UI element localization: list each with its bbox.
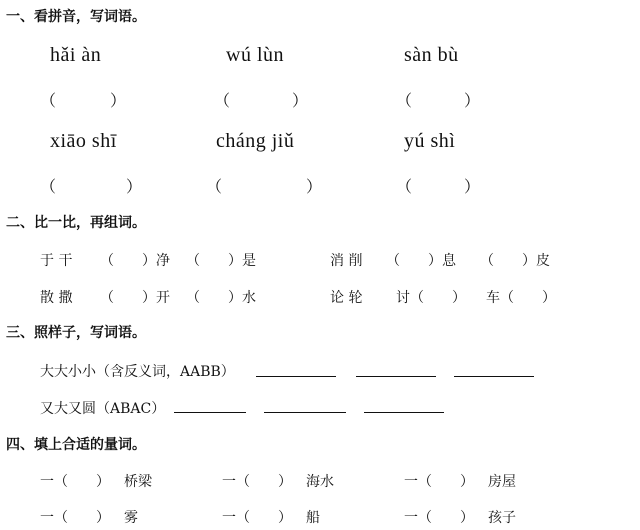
answer-line bbox=[174, 412, 246, 413]
pinyin-xiao-shi: xiāo shī bbox=[50, 130, 117, 152]
answer-paren-open: （ bbox=[40, 177, 57, 196]
measure-word-noun: 桥梁 bbox=[124, 474, 152, 490]
section-3-title: 三、照样子，写词语。 bbox=[6, 325, 146, 341]
answer-paren-open: （ bbox=[206, 177, 223, 196]
answer-paren-close: ） bbox=[464, 91, 481, 110]
answer-paren-open: （ bbox=[396, 91, 413, 110]
word-blank: （ ）息 bbox=[386, 253, 456, 269]
answer-paren-open: （ bbox=[40, 91, 57, 110]
section-4-title: 四、填上合适的量词。 bbox=[6, 437, 146, 453]
answer-line bbox=[256, 376, 336, 377]
section-1-title: 一、看拼音，写词语。 bbox=[6, 9, 146, 25]
answer-paren-close: ） bbox=[126, 177, 143, 196]
answer-paren-close: ） bbox=[110, 91, 127, 110]
char-pair: 散 撒 bbox=[40, 290, 73, 306]
measure-word-noun: 船 bbox=[306, 510, 320, 526]
measure-word-blank: 一（ ） bbox=[40, 510, 110, 526]
answer-paren-close: ） bbox=[306, 177, 323, 196]
answer-paren-close: ） bbox=[464, 177, 481, 196]
example-aabb: 大大小小（含反义词，AABB） bbox=[40, 364, 235, 380]
char-pair: 论 轮 bbox=[330, 290, 363, 306]
answer-paren-open: （ bbox=[396, 177, 413, 196]
measure-word-noun: 雾 bbox=[124, 510, 138, 526]
answer-paren-open: （ bbox=[214, 91, 231, 110]
measure-word-noun: 孩子 bbox=[488, 510, 516, 526]
measure-word-blank: 一（ ） bbox=[404, 510, 474, 526]
section-2-title: 二、比一比，再组词。 bbox=[6, 215, 146, 231]
pinyin-chang-jiu: cháng jiǔ bbox=[216, 130, 295, 152]
measure-word-blank: 一（ ） bbox=[222, 510, 292, 526]
answer-line bbox=[364, 412, 444, 413]
word-blank: （ ）是 bbox=[186, 253, 256, 269]
measure-word-noun: 房屋 bbox=[488, 474, 516, 490]
answer-line bbox=[454, 376, 534, 377]
pinyin-wu-lun: wú lùn bbox=[226, 44, 284, 66]
char-pair: 消 削 bbox=[330, 253, 363, 269]
word-blank: （ ）净 bbox=[100, 253, 170, 269]
measure-word-blank: 一（ ） bbox=[404, 474, 474, 490]
measure-word-blank: 一（ ） bbox=[40, 474, 110, 490]
pinyin-san-bu: sàn bù bbox=[404, 44, 459, 66]
word-blank: （ ）水 bbox=[186, 290, 256, 306]
pinyin-yu-shi: yú shì bbox=[404, 130, 456, 152]
word-blank: 车（ ） bbox=[486, 290, 556, 306]
example-abac: 又大又圆（ABAC） bbox=[40, 401, 166, 417]
char-pair: 于 干 bbox=[40, 253, 73, 269]
pinyin-hai-an: hǎi àn bbox=[50, 44, 102, 66]
answer-paren-close: ） bbox=[292, 91, 309, 110]
measure-word-blank: 一（ ） bbox=[222, 474, 292, 490]
word-blank: （ ）皮 bbox=[480, 253, 550, 269]
measure-word-noun: 海水 bbox=[306, 474, 334, 490]
answer-line bbox=[356, 376, 436, 377]
word-blank: （ ）开 bbox=[100, 290, 170, 306]
word-blank: 讨（ ） bbox=[396, 290, 466, 306]
answer-line bbox=[264, 412, 346, 413]
